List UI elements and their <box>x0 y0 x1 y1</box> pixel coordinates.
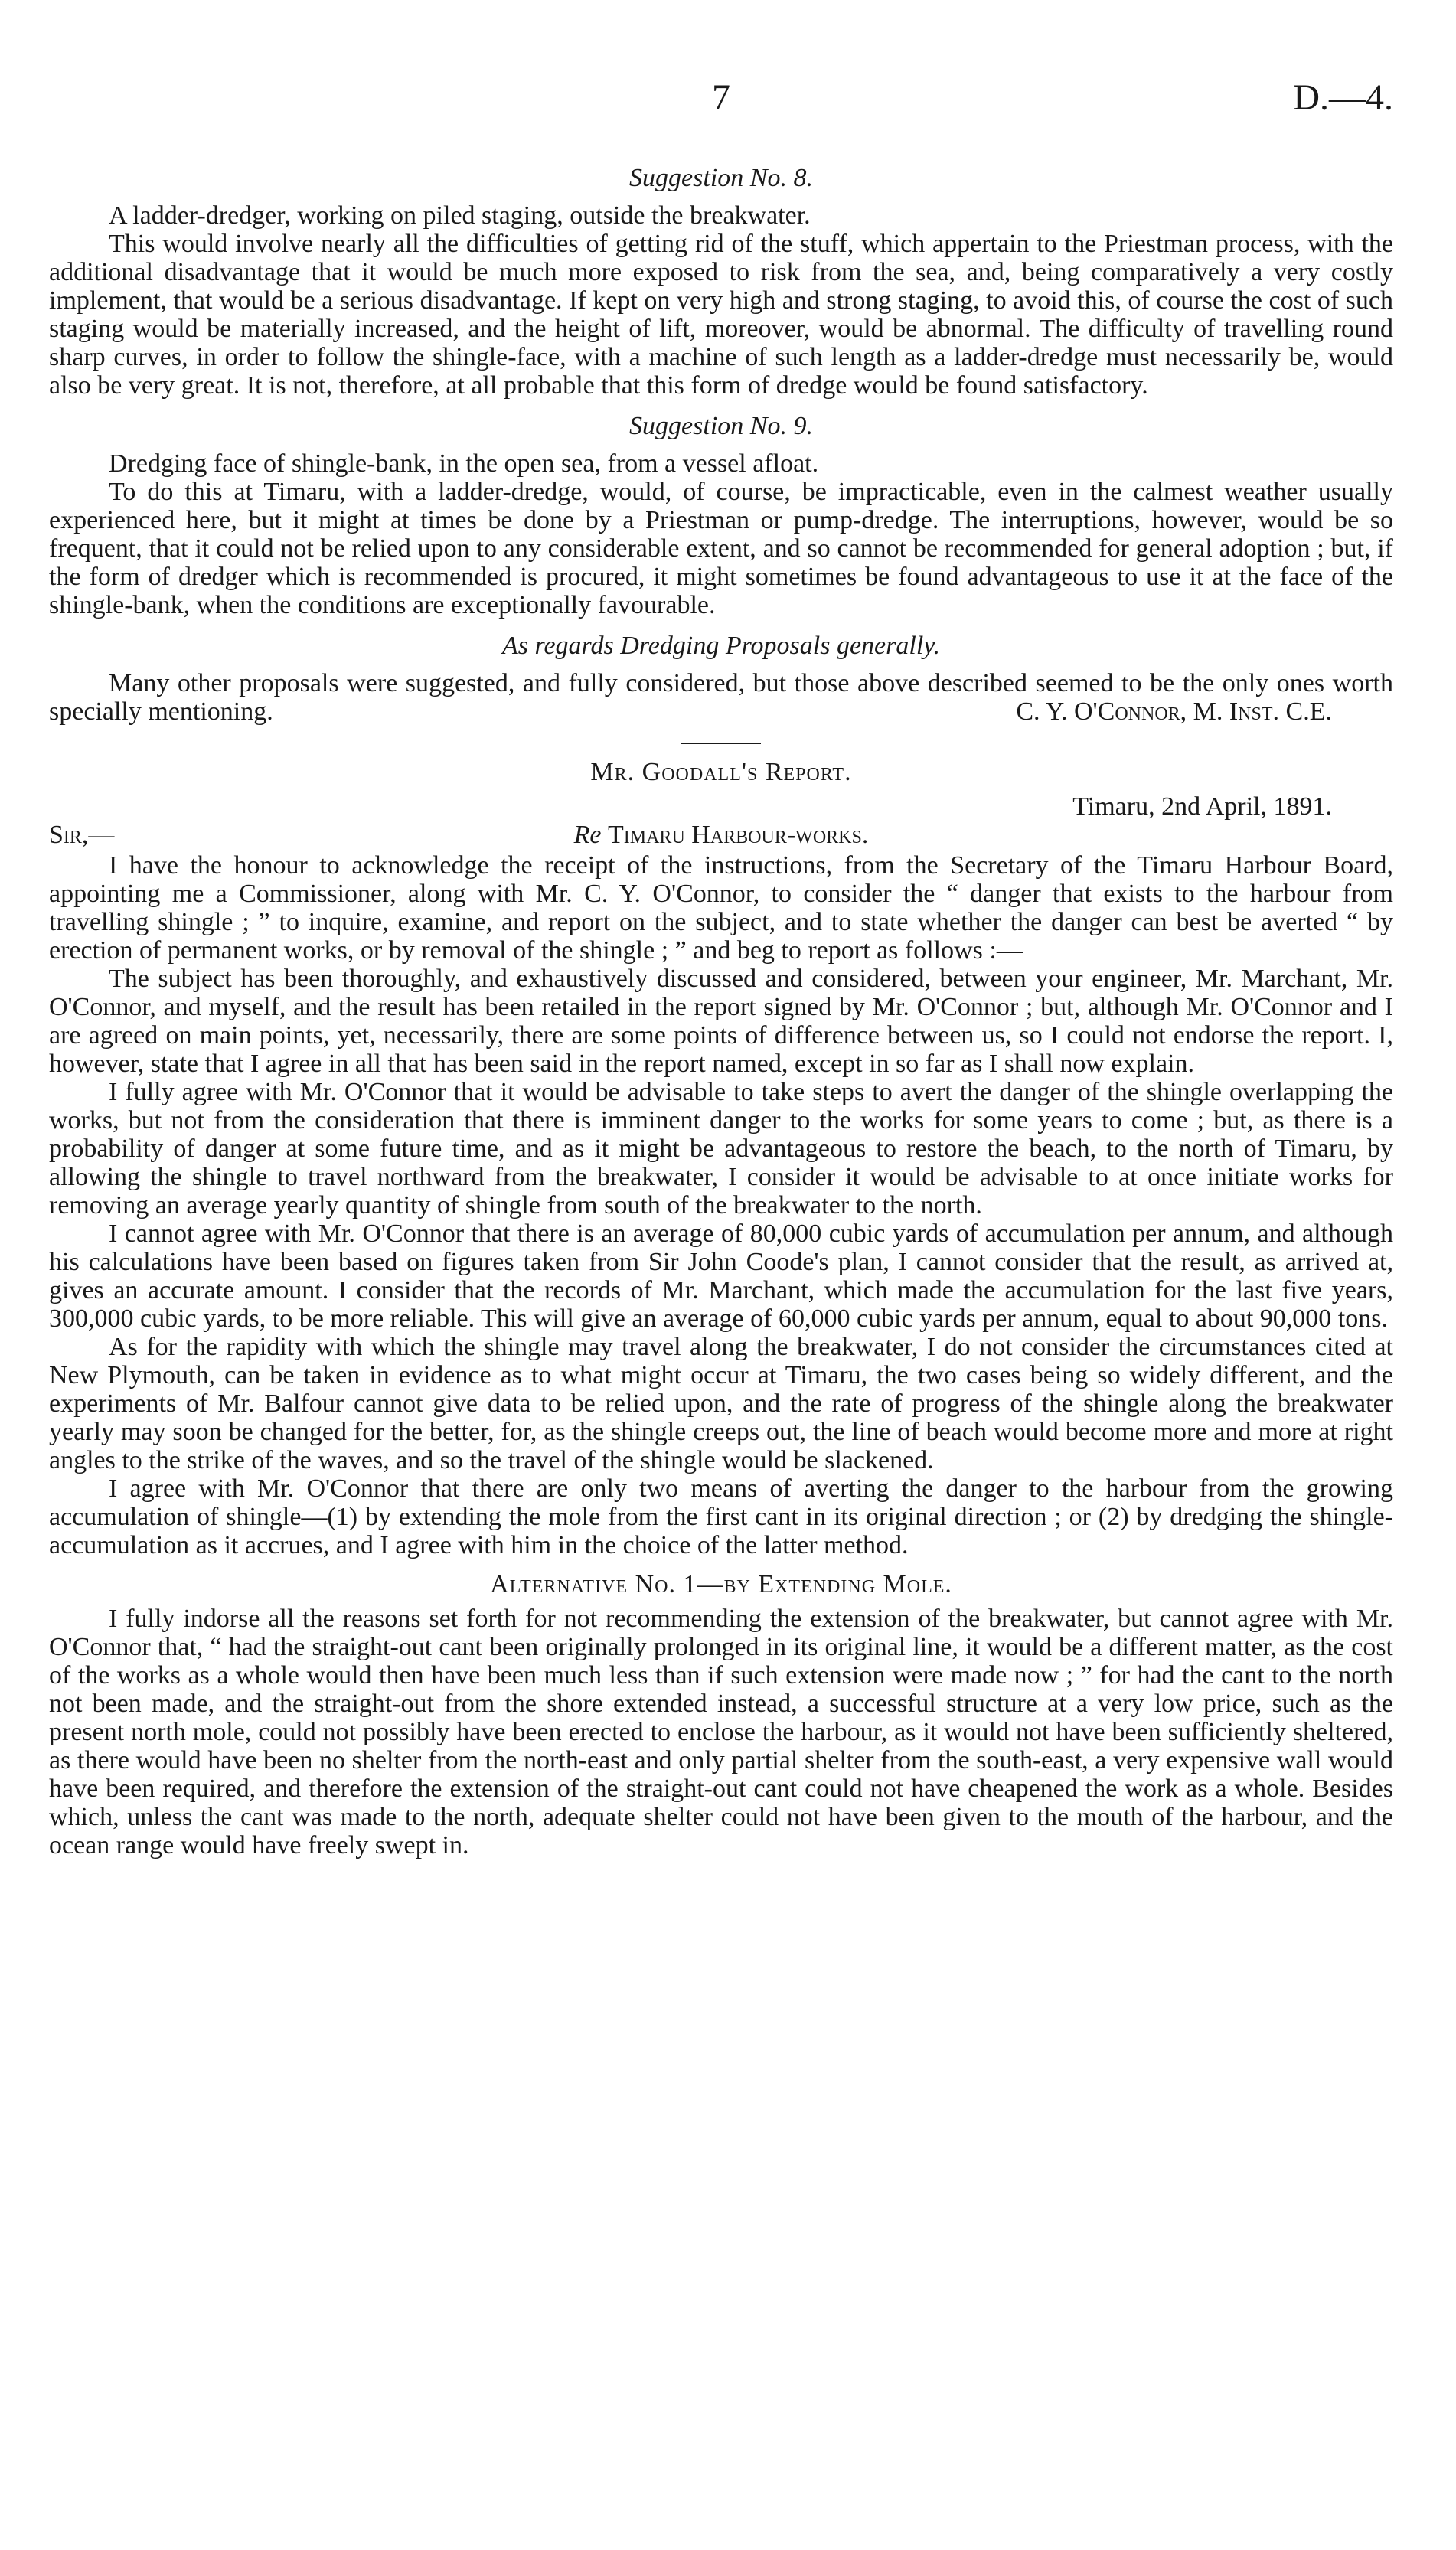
report-paragraph-5: As for the rapidity with which the shingle may travel along the breakwater, I do not consider the circumstances cited at New Plymouth, can be taken in evidence as to what might occur at Timaru, the two cases being so widely different, and the experiments of Mr. Balfour cannot give data to be relied upon, and the rate of progress of the shingle along the breakwater yearly may soon be changed for the better, for, as the shingle creeps out, the line of beach would become more and more at right angles to the strike of the waves, and so the travel of the shingle would be slackened. <box>49 1333 1393 1474</box>
salutation: Sir,— <box>49 821 115 849</box>
re-subject: Timaru Harbour-works. <box>608 821 869 849</box>
re-prefix: Re <box>573 821 602 849</box>
report-paragraph-4: I cannot agree with Mr. O'Connor that there is an average of 80,000 cubic yards of accumulation per annum, and although his calculations have been based on figures taken from Sir John Coode's plan, I cannot consider that the result, as arrived at, gives an accurate amount. I consider that the records of Mr. Marchant, which made the accumulation for the last five years, 300,000 cubic yards, to be more reliable. This will give an average of 60,000 cubic yards per annum, equal to about 90,000 tons. <box>49 1219 1393 1333</box>
salutation-row <box>49 821 1393 851</box>
suggestion-8-intro: A ladder-dredger, working on piled staging, outside the breakwater. <box>109 201 811 230</box>
report-paragraph-3: I fully agree with Mr. O'Connor that it would be advisable to take steps to avert the danger of the shingle overlapping the works, but not from the consideration that there is imminent danger to the works for some years to come ; but, as there is a probability of danger at some future time, and as it might be advantageous to restore the beach, to the north of Timaru, by allowing the shingle to travel northward from the breakwater, I consider it would be advisable to at once initiate works for removing an average yearly quantity of shingle from south of the breakwater to the north. <box>49 1078 1393 1219</box>
report-paragraph-2: The subject has been thoroughly, and exhaustively discussed and considered, between your engineer, Mr. Marchant, Mr. O'Connor, and myself, and the result has been retailed in the report signed by Mr. O'Connor ; but, although Mr. O'Connor and I are agreed on main points, yet, necessarily, there are some points of difference between us, so I could not endorse the report. I, however, state that I agree in all that has been said in the report named, except in so far as I shall now explain. <box>49 965 1393 1078</box>
section-divider <box>681 743 761 744</box>
general-proposals-body <box>49 669 1393 726</box>
suggestion-8-heading: Suggestion No. 8. <box>629 164 813 192</box>
page-header <box>49 77 1393 138</box>
page-number: 7 <box>712 77 730 118</box>
suggestion-9-heading: Suggestion No. 9. <box>629 412 813 440</box>
general-proposals-text: Many other proposals were suggested, and fully considered, but those above described seemed to be the only ones worth specially mentioning. <box>49 669 1393 726</box>
report-paragraph-6: I agree with Mr. O'Connor that there are only two means of averting the danger to the harbour from the growing accumulation of shingle—(1) by extending the mole from the first cant in its original direction ; or (2) by dredging the shingle-accumulation as it accrues, and I agree with him in the choice of the latter method. <box>49 1474 1393 1559</box>
report-paragraph-7: I fully indorse all the reasons set forth for not recommending the extension of the breakwater, but cannot agree with Mr. O'Connor that, “ had the straight-out cant been originally prolonged in its original line, it would be a different matter, as the cost of the works as a whole would then have been much less than if such extension were made now ; ” for had the cant to the north not been made, and the straight-out from the shore extended instead, a successful structure at a very low price, such as the present north mole, could not possibly have been erected to enclose the harbour, as it would not have been sufficiently sheltered, as there would have been no shelter from the north-east and only partial shelter from the south-east, a very expensive wall would have been required, and therefore the extension of the straight-out cant could not have cheapened the work as a whole. Besides which, unless the cant was made to the north, adequate shelter could not have been given to the mouth of the harbour, and the ocean range would have freely swept in. <box>49 1605 1393 1859</box>
suggestion-8-body: This would involve nearly all the difficulties of getting rid of the stuff, which appertain to the Priestman process, with the additional disadvantage that it would be much more exposed to risk from the sea, and, being comparatively a very costly implement, that would be a serious disadvantage. If kept on very high and strong staging, to avoid this, of course the cost of such staging would be materially increased, and the height of lift, moreover, would be abnormal. The difficulty of travelling round sharp curves, in order to follow the shingle-face, with a machine of such length as a ladder-dredge must necessarily be, would also be very great. It is not, therefore, at all probable that this form of dredge would be found satisfactory. <box>49 230 1393 400</box>
document-body <box>49 152 1393 1859</box>
report-title: Mr. Goodall's Report. <box>590 758 852 786</box>
alternative-1-heading: Alternative No. 1—by Extending Mole. <box>490 1570 952 1598</box>
oconnor-signature: C. Y. O'Connor, M. Inst. C.E. <box>1016 697 1332 726</box>
document-reference: D.—4. <box>1293 77 1393 118</box>
report-paragraph-1: I have the honour to acknowledge the receipt of the instructions, from the Secretary of the Timaru Harbour Board, appointing me a Commissioner, along with Mr. C. Y. O'Connor, to consider the “ danger that exists to the harbour from travelling shingle ; ” to inquire, examine, and report on the subject, and to state whether the danger can best be averted “ by erection of permanent works, or by removal of the shingle ; ” and beg to report as follows :— <box>49 851 1393 965</box>
suggestion-9-body: To do this at Timaru, with a ladder-dredge, would, of course, be impracticable, even in the calmest weather usually experienced here, but it might at times be done by a Priestman or pump-dredge. The interruptions, however, would be so frequent, that it could not be relied upon to any considerable extent, and so cannot be recommended for general adoption ; but, if the form of dredger which is recommended is procured, it might sometimes be found advantageous to use it at the face of the shingle-bank, when the conditions are exceptionally favourable. <box>49 478 1393 619</box>
suggestion-9-intro: Dredging face of shingle-bank, in the open sea, from a vessel afloat. <box>109 449 819 478</box>
general-proposals-heading: As regards Dredging Proposals generally. <box>502 632 940 660</box>
report-subject <box>49 821 1393 849</box>
report-date: Timaru, 2nd April, 1891. <box>1072 792 1332 821</box>
